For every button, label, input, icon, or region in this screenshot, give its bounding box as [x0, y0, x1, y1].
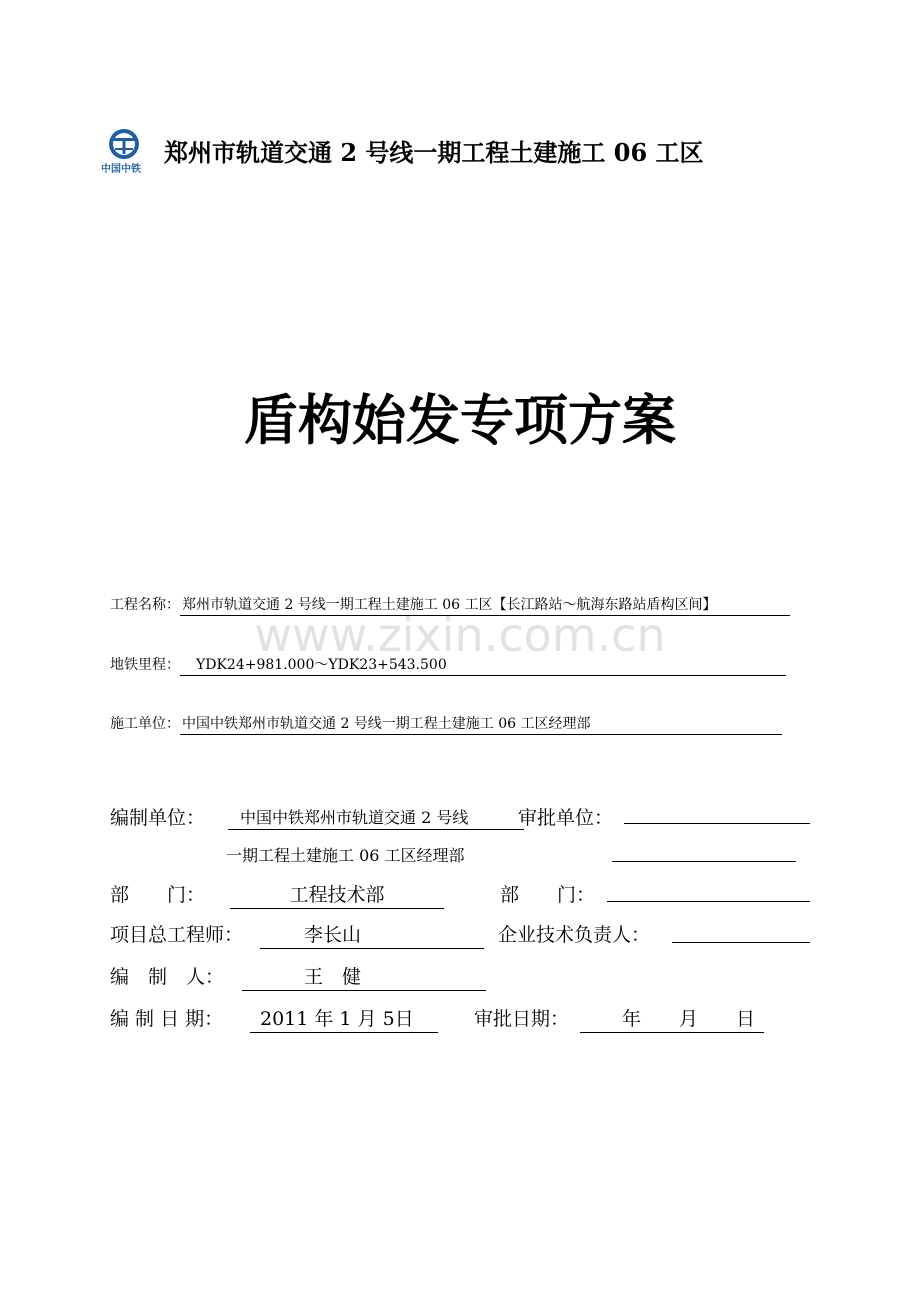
author-value: 王 健: [242, 962, 486, 991]
compile-date-value: 2011 年 1 月 5日: [250, 1004, 438, 1033]
tech-lead-label: 企业技术负责人：: [498, 924, 651, 946]
document-title: 盾构始发专项方案: [244, 389, 676, 452]
approve-unit-label: 审批单位：: [518, 807, 614, 829]
compile-date-label: 编 制 日 期：: [110, 1008, 224, 1030]
compile-unit-line1: 中国中铁郑州市轨道交通 2 号线: [228, 803, 524, 830]
construction-unit-row: [110, 713, 782, 735]
approve-unit-line: [624, 823, 810, 824]
author-label: 编 制 人：: [110, 966, 225, 988]
approve-date-value: 年 月 日: [580, 1004, 764, 1033]
approve-unit-line2: [612, 861, 796, 862]
author-wrap: [242, 962, 486, 991]
dept2-label: 部 门：: [500, 884, 596, 906]
compile-unit-label: 编制单位：: [110, 807, 206, 829]
approve-date-label: 审批日期：: [474, 1008, 570, 1030]
dept-value-wrap: [230, 880, 444, 909]
project-name-label: 工程名称：: [110, 597, 180, 613]
construction-unit-label: 施工单位：: [110, 716, 180, 732]
logo-text: 中国中铁: [101, 164, 141, 175]
chief-engineer-label: 项目总工程师：: [110, 924, 244, 946]
chief-engineer-wrap: [260, 920, 484, 949]
construction-unit-value: 中国中铁郑州市轨道交通 2 号线一期工程土建施工 06 工区经理部: [180, 713, 782, 735]
dept2-line: [607, 901, 810, 902]
dept-label: 部 门：: [110, 884, 206, 906]
compile-date-wrap: [250, 1004, 438, 1033]
approve-date-wrap: [580, 1004, 764, 1033]
project-name-value: 郑州市轨道交通 2 号线一期工程土建施工 06 工区【长江路站～航海东路站盾构区间】: [180, 594, 790, 616]
project-name-row: [110, 594, 790, 616]
chief-engineer-value: 李长山: [260, 920, 484, 949]
tech-lead-line: [672, 942, 810, 943]
watermark: www.zixin.com.cn: [254, 608, 666, 662]
company-header: 郑州市轨道交通 2 号线一期工程土建施工 06 工区: [164, 138, 704, 167]
mileage-value: YDK24+981.000～YDK23+543.500: [180, 654, 786, 676]
mileage-label: 地铁里程：: [110, 657, 180, 673]
mileage-row: [110, 654, 786, 676]
compile-unit-line2: 一期工程土建施工 06 工区经理部: [226, 846, 465, 865]
dept-value: 工程技术部: [230, 880, 444, 909]
